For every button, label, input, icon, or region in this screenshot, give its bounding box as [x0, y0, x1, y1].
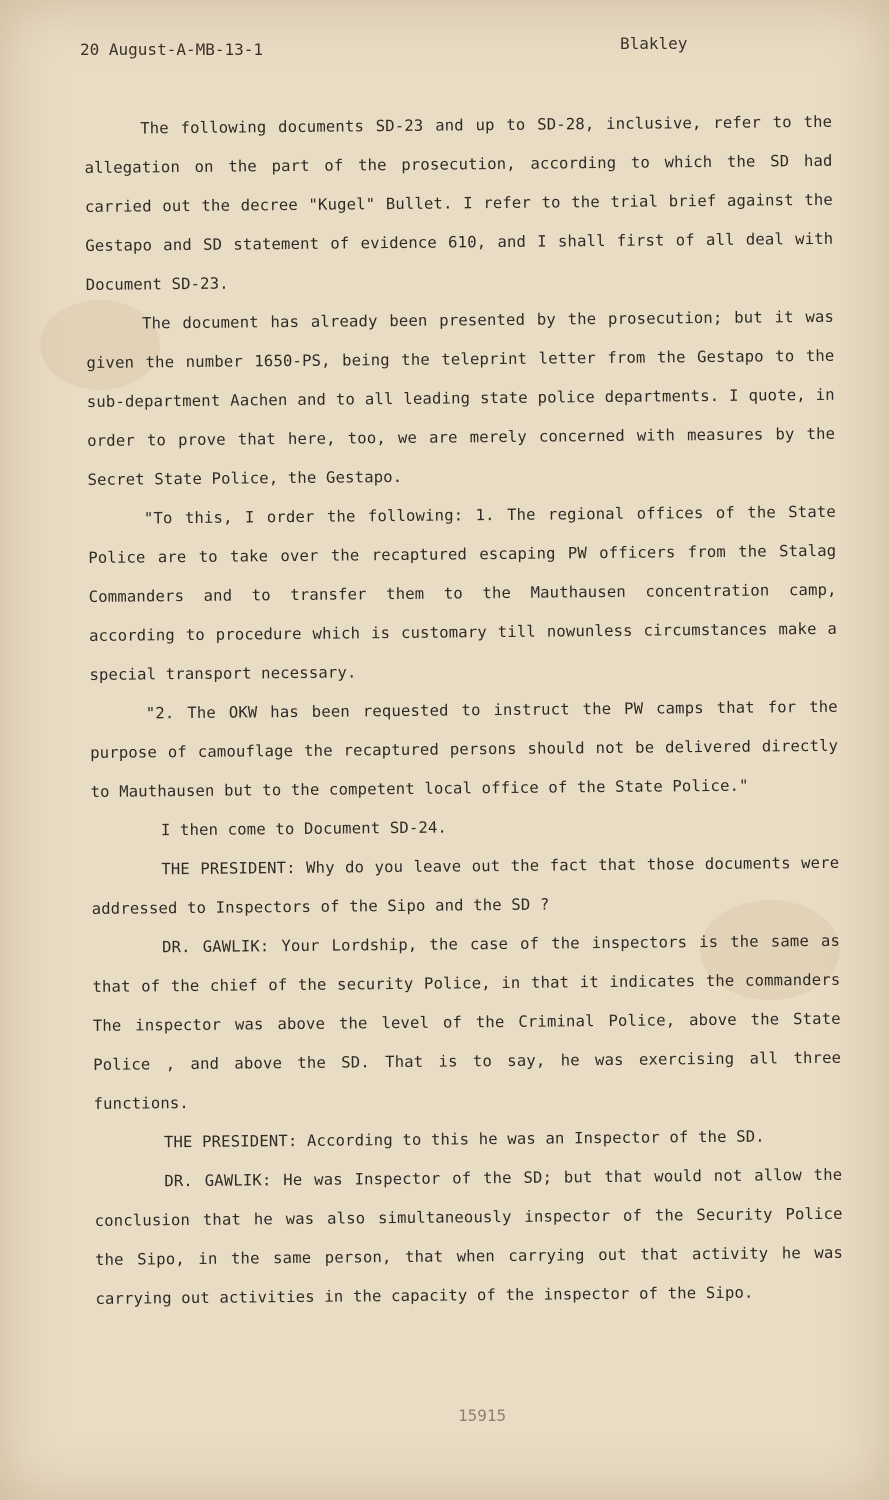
paragraph: I then come to Document SD-24. [160, 818, 448, 840]
page-number: 15915 [458, 1406, 507, 1425]
paragraph: The document has already been presented by the prosecution; but it was given the number 1650-PS, being the teleprint letter from the Gestapo to the sub-department Aachen and to all leading state police departments. I quote, in order to prove that here, too, we are merely concerned with measures by the Secret State Police, the Gestapo. [86, 307, 836, 489]
paragraph: DR. GAWLIK: Your Lordship, the case of the inspectors is the same as that of the chief of the security Police, in that it indicates the commanders The inspector was above the level of the Criminal Police, above the State Police , and above the SD. That is to say, he was exercising all three functions. [92, 931, 842, 1113]
paragraph: DR. GAWLIK: He was Inspector of the SD; but that would not allow the conclusion that he was also simultaneously inspector of the Security Police the Sipo, in the same person, that when carrying out that activity he was carrying out activities in the capacity of the inspector of the Sipo. [94, 1165, 844, 1308]
reporter-name: Blakley [620, 34, 688, 53]
paragraph: THE PRESIDENT: According to this he was an Inspector of the SD. [163, 1127, 765, 1152]
paragraph: The following documents SD-23 and up to SD-28, inclusive, refer to the allegation on the part of the prosecution, according to which the SD had carried out the decree "Kugel" Bullet. I refer to the trial brief against the Gestapo and SD statement of evidence 610, and I shall first of all deal with Document SD-23. [84, 112, 834, 294]
paragraph: "2. The OKW has been requested to instruct the PW camps that for the purpose of camouflage the recaptured persons should not be delivered directly to Mauthausen but to the competent local office of the State Police." [90, 697, 839, 801]
transcript-body [84, 103, 844, 1319]
paragraph: "To this, I order the following: 1. The regional offices of the State Police are to take over the recaptured escaping PW officers from the Stalag Commanders and to transfer them to the Mauthausen concentration camp, according to procedure which is customary till nowunless circumstances make a special transport necessary. [88, 502, 838, 684]
paragraph: THE PRESIDENT: Why do you leave out the fact that those documents were addressed to Inspectors of the Sipo and the SD ? [91, 853, 840, 918]
document-reference: 20 August-A-MB-13-1 [80, 40, 264, 59]
